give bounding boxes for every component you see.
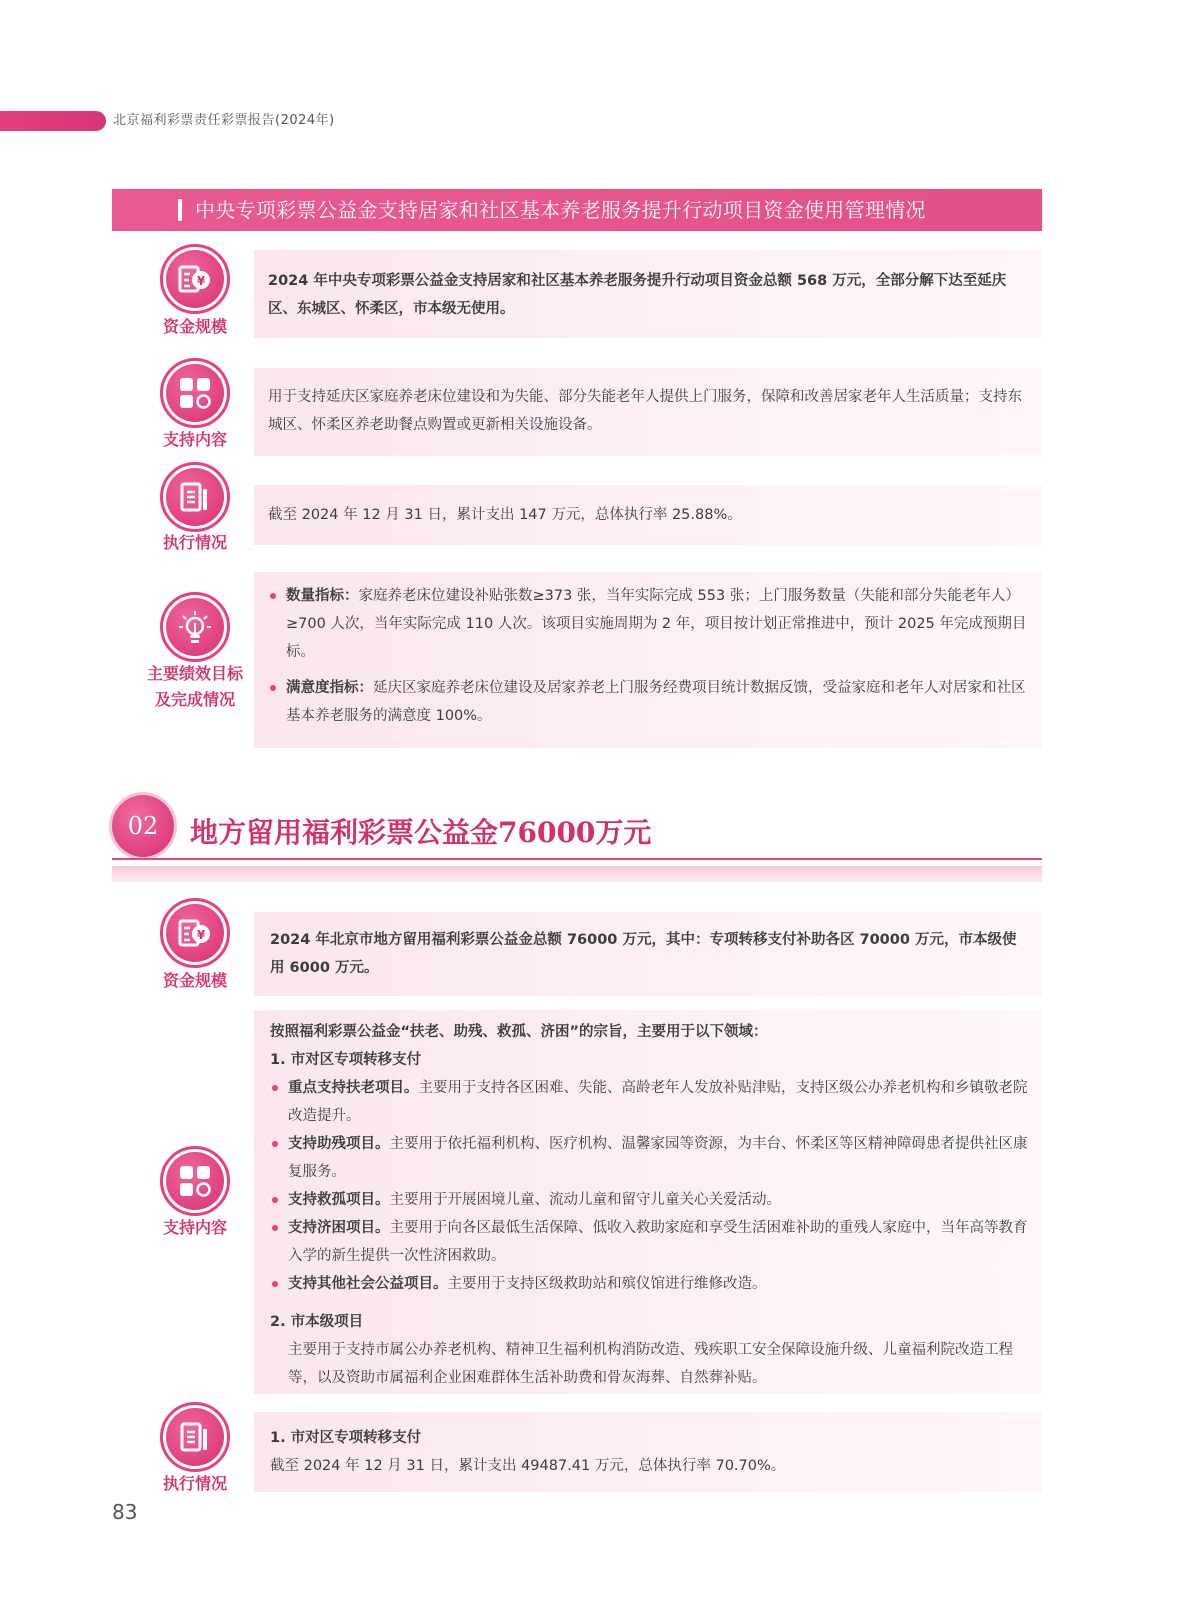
section2-divider — [112, 858, 1042, 860]
support-sub2-title: 2. 市本级项目 — [270, 1314, 364, 1330]
svg-text:¥: ¥ — [196, 928, 206, 942]
support-item — [270, 1270, 1028, 1298]
execution-box — [254, 485, 1042, 545]
execution-text: 截至 2024 年 12 月 31 日，累计支出 147 万元，总体执行率 25.88%。 — [268, 507, 742, 523]
money-icon — [160, 898, 230, 968]
support-item-title: 支持其他社会公益项目。 — [288, 1276, 448, 1292]
support-item-text: 主要用于向各区最低生活保障、低收入救助家庭和享受生活困难补助的重残人家庭中，当年高等教育入学的新生提供一次性济困救助。 — [288, 1220, 1028, 1264]
support-item-title: 支持助残项目。 — [288, 1136, 390, 1152]
performance-label-line2: 及完成情况 — [154, 690, 235, 709]
support-item — [270, 1074, 1028, 1130]
performance-item — [268, 674, 1028, 730]
support-content-label: 支持内容 — [162, 1218, 227, 1237]
support-intro: 按照福利彩票公益金“扶老、助残、救孤、济困”的宗旨，主要用于以下领域： — [270, 1024, 768, 1040]
grid-icon — [160, 358, 230, 428]
support-item-text: 主要用于依托福利机构、医疗机构、温馨家园等资源，为丰台、怀柔区等区精神障碍患者提供社区康复服务。 — [288, 1136, 1028, 1180]
support-item-title: 支持救孤项目。 — [288, 1192, 390, 1208]
header-accent-bar — [0, 111, 106, 131]
section-number: 02 — [127, 812, 159, 840]
execution-label: 执行情况 — [162, 533, 227, 552]
support-content-label: 支持内容 — [162, 430, 227, 449]
support-item-title: 支持济困项目。 — [288, 1220, 390, 1236]
section2-band — [112, 866, 1042, 882]
support-content-box — [254, 368, 1042, 456]
support-item-text: 主要用于开展困境儿童、流动儿童和留守儿童关心关爱活动。 — [389, 1192, 781, 1208]
fund-scale-box — [254, 250, 1042, 338]
lightbulb-icon — [160, 592, 230, 662]
page-number: 83 — [112, 1500, 138, 1524]
execution-sub1-title: 1. 市对区专项转移支付 — [270, 1430, 422, 1446]
report-title: 北京福利彩票责任彩票报告(2024年) — [113, 113, 335, 128]
performance-box — [254, 572, 1042, 748]
support-item-title: 重点支持扶老项目。 — [288, 1080, 419, 1096]
support-item — [270, 1130, 1028, 1186]
execution-label: 执行情况 — [162, 1474, 227, 1493]
support-item — [270, 1186, 1028, 1214]
performance-label-line1: 主要绩效目标 — [146, 664, 243, 683]
document-icon — [160, 1402, 230, 1472]
support-content-box — [254, 1010, 1042, 1394]
money-icon — [160, 244, 230, 314]
support-sub2-text: 主要用于支持市属公办养老机构、精神卫生福利机构消防改造、残疾职工安全保障设施升级、儿童福利院改造工程等，以及资助市属福利企业困难群体生活补助费和骨灰海葬、自然葬补贴。 — [288, 1342, 1013, 1386]
support-item — [270, 1214, 1028, 1270]
document-icon — [160, 462, 230, 532]
fund-scale-text: 2024 年北京市地方留用福利彩票公益金总额 76000 万元，其中：专项转移支付补助各区 70000 万元，市本级使用 6000 万元。 — [270, 932, 1017, 976]
support-content-text: 用于支持延庆区家庭养老床位建设和为失能、部分失能老年人提供上门服务，保障和改善居家老年人生活质量；支持东城区、怀柔区养老助餐点购置或更新相关设施设备。 — [268, 389, 1022, 433]
svg-text:¥: ¥ — [196, 274, 206, 288]
fund-scale-box — [254, 912, 1042, 996]
support-sub1-title: 1. 市对区专项转移支付 — [270, 1052, 422, 1068]
support-item-text: 主要用于支持区级救助站和殡仪馆进行维修改造。 — [447, 1276, 767, 1292]
execution-text: 截至 2024 年 12 月 31 日，累计支出 49487.41 万元，总体执行率 70.70%。 — [270, 1458, 786, 1474]
performance-item — [268, 582, 1028, 666]
grid-icon — [160, 1146, 230, 1216]
fund-scale-label: 资金规模 — [162, 317, 227, 336]
fund-scale-text: 2024 年中央专项彩票公益金支持居家和社区基本养老服务提升行动项目资金总额 568 万元，全部分解下达至延庆区、东城区、怀柔区，市本级无使用。 — [268, 273, 1007, 317]
section2-title: 地方留用福利彩票公益金76000万元 — [190, 816, 652, 849]
section1-banner-title: 中央专项彩票公益金支持居家和社区基本养老服务提升行动项目资金使用管理情况 — [195, 198, 926, 222]
performance-item-title: 满意度指标： — [286, 680, 373, 696]
performance-item-text: 家庭养老床位建设补贴张数≥373 张，当年实际完成 553 张；上门服务数量（失能和部分失能老年人）≥700 人次，当年实际完成 110 人次。该项目实施周期为 2 年，项目按计划正常推进中，预计 2025 年完成预期目标。 — [286, 588, 1027, 660]
fund-scale-label: 资金规模 — [162, 971, 227, 990]
performance-item-text: 延庆区家庭养老床位建设及居家养老上门服务经费项目统计数据反馈，受益家庭和老年人对居家和社区基本养老服务的满意度 100%。 — [286, 680, 1026, 724]
banner-marker — [178, 199, 182, 221]
support-item-text: 主要用于支持各区困难、失能、高龄老年人发放补贴津贴，支持区级公办养老机构和乡镇敬老院改造提升。 — [288, 1080, 1028, 1124]
performance-item-title: 数量指标： — [286, 588, 359, 604]
execution-box — [254, 1412, 1042, 1492]
